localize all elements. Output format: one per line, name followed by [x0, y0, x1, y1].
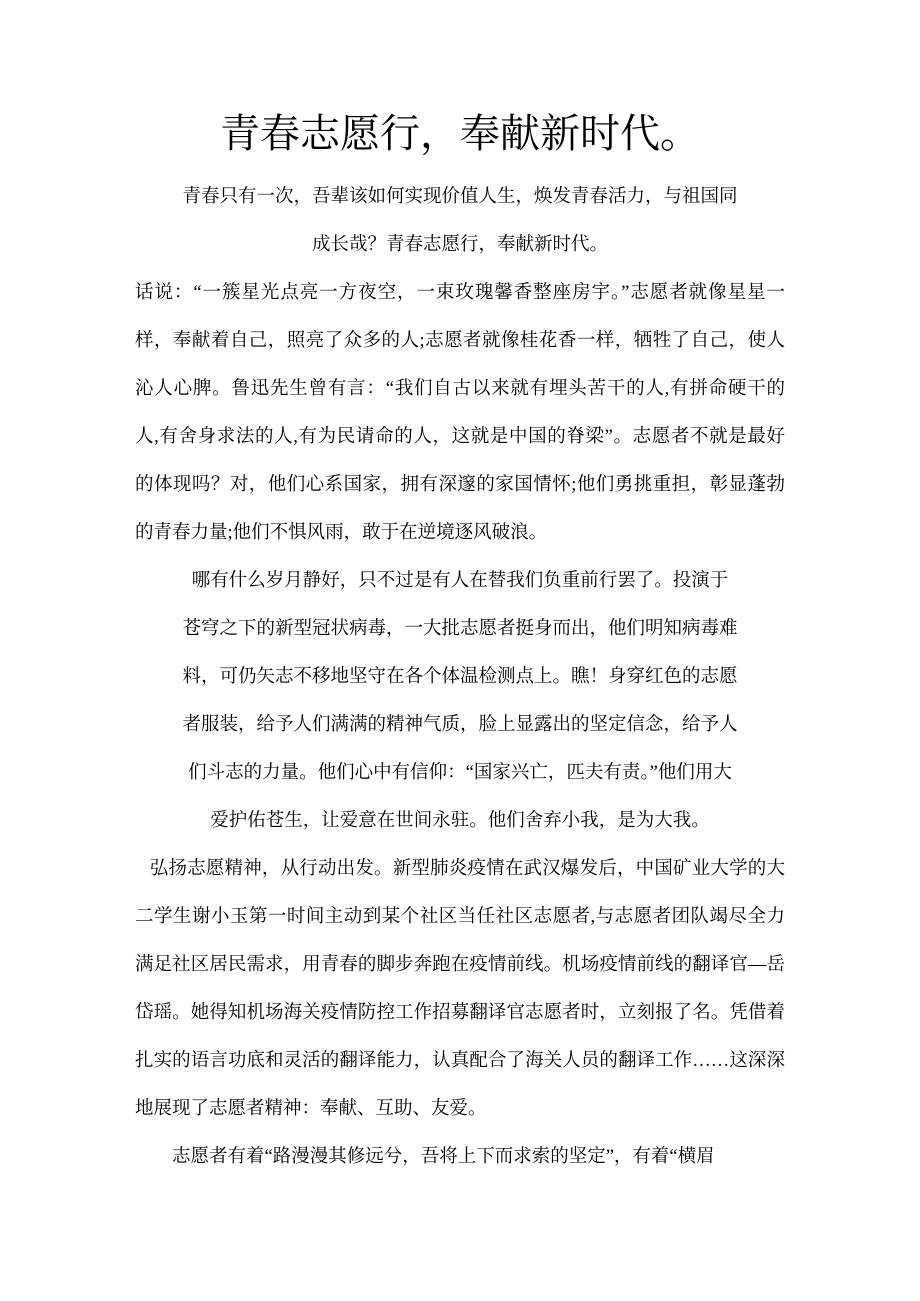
intro-paragraph: [135, 173, 785, 269]
text-line: 沁人心脾。鲁迅先生曾有言：“我们自古以来就有埋头苦干的人,有拼命硬干的: [135, 379, 785, 399]
text-line: 二学生谢小玉第一时间主动到某个社区当任社区志愿者,与志愿者团队竭尽全力: [135, 907, 785, 927]
quote-block-paragraph: [135, 557, 785, 845]
quote-line: 爱护佑苍生，让爱意在世间永驻。他们舍弃小我，是为大我。: [210, 811, 710, 831]
quote-line: 们斗志的力量。他们心中有信仰：“国家兴亡，匹夫有责。”他们用大: [188, 763, 732, 783]
closing-paragraph: [135, 1133, 785, 1181]
text-line: 成长哉？青春志愿行，奉献新时代。: [311, 235, 608, 255]
text-line: 话说：“一簇星光点亮一方夜空，一束玫瑰馨香整座房宇。”志愿者就像星星一: [135, 283, 785, 303]
document-title: 青春志愿行，奉献新时代。: [220, 111, 700, 156]
text-line: 地展现了志愿者精神：奉献、互助、友爱。: [135, 1099, 487, 1119]
text-line: 弘扬志愿精神，从行动出发。新型肺炎疫情在武汉爆发后，中国矿业大学的大: [149, 859, 785, 879]
quote-line: 者服装，给予人们满满的精神气质，脸上显露出的坚定信念，给予人: [182, 715, 738, 735]
quote-line: 哪有什么岁月静好，只不过是有人在替我们负重前行罢了。投演于: [191, 571, 729, 591]
text-line: 人,有舍身求法的人,有为民请命的人，这就是中国的脊梁”。志愿者不就是最好: [135, 427, 785, 447]
text-line: 岱瑶。她得知机场海关疫情防控工作招募翻译官志愿者时，立刻报了名。凭借着: [135, 1003, 785, 1023]
text-line: 的体现吗？对，他们心系国家，拥有深邃的家国情怀;他们勇挑重担，彰显蓬勃: [135, 475, 785, 495]
action-paragraph: [135, 845, 785, 1133]
document-body: [135, 173, 785, 1181]
text-line: 的青春力量;他们不惧风雨，敢于在逆境逐风破浪。: [135, 523, 548, 543]
text-line: 青春只有一次，吾辈该如何实现价值人生，焕发青春活力，与祖国同: [182, 187, 738, 207]
opening-paragraph: [135, 269, 785, 557]
text-line: 志愿者有着“路漫漫其修远兮，吾将上下而求索的坚定”，有着“横眉: [172, 1147, 715, 1167]
quote-line: 苍穹之下的新型冠状病毒，一大批志愿者挺身而出，他们明知病毒难: [182, 619, 738, 639]
text-line: 扎实的语言功底和灵活的翻译能力，认真配合了海关人员的翻译工作……这深深: [135, 1051, 785, 1071]
text-line: 满足社区居民需求，用青春的脚步奔跑在疫情前线。机场疫情前线的翻译官—岳: [135, 955, 785, 975]
quote-line: 料，可仍矢志不移地坚守在各个体温检测点上。瞧！身穿红色的志愿: [182, 667, 738, 687]
text-line: 样，奉献着自己，照亮了众多的人;志愿者就像桂花香一样，牺牲了自己，使人: [135, 331, 785, 351]
